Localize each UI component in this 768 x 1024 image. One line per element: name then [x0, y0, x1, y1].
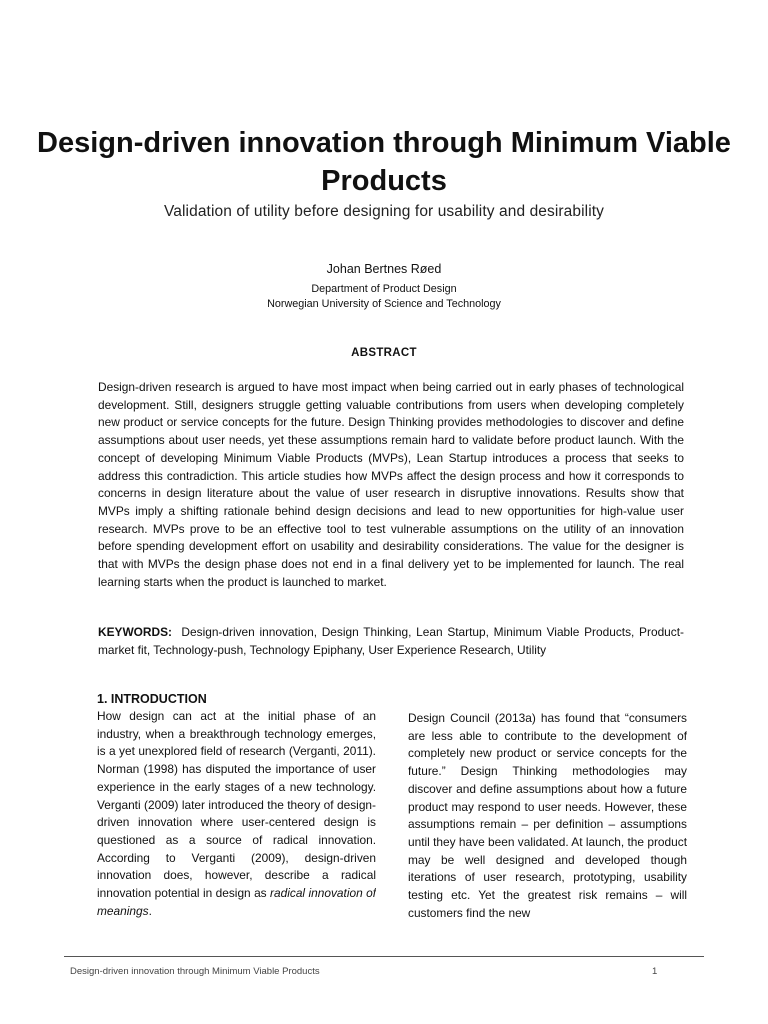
paper-title: Design-driven innovation through Minimum Viable Products	[37, 127, 731, 197]
keywords-list: Design-driven innovation, Design Thinking, Lean Startup, Minimum Viable Products, Product-market fit, Technology-push, Technology Epiphany, User Experience Research, Utility	[98, 625, 684, 657]
introduction-left-text: How design can act at the initial phase of an industry, when a breakthrough technology emerges, is a yet unexplored field of research (Verganti, 2011). Norman (1998) has disputed the importance of user experience in the early stages of a new technology. Verganti (2009) later introduced the theory of design-driven innovation where user-centered design is questioned as a source of radical innovation. According to Verganti (2009), design-driven innovation does, however, describe a radical innovation potential in design as	[97, 709, 376, 901]
keywords-label: KEYWORDS:	[98, 625, 172, 639]
introduction-right-text: Design Council (2013a) has found that “consumers are less able to contribute to the development of completely new product or service concepts for the future.” Design Thinking methodologies may discover and define assumptions about how a future product may respond to user needs. However, these assumptions remain – per definition – assumptions until they have been validated. At launch, the product may be well designed and developed though iterations of user research, prototyping, usability testing etc. Yet the greatest risk remains – will customers find the new	[408, 711, 687, 920]
author-university: Norwegian University of Science and Technology	[267, 298, 501, 310]
introduction-left-end: .	[148, 903, 152, 918]
paper-subtitle: Validation of utility before designing for usability and desirability	[164, 203, 604, 220]
introduction-right-column	[408, 708, 687, 938]
author-name: Johan Bertnes Røed	[326, 262, 442, 276]
abstract-heading: ABSTRACT	[351, 347, 417, 359]
footer-running-title: Design-driven innovation through Minimum Viable Products	[70, 966, 320, 977]
introduction-heading: 1. INTRODUCTION	[97, 692, 207, 706]
author-department: Department of Product Design	[311, 283, 457, 295]
abstract-body: Design-driven research is argued to have most impact when being carried out in early phases of technological development. Still, designers struggle getting valuable contributions from users when developing completely new product or service concepts for the future. Design Thinking provides methodologies to discover and define assumptions about user needs, yet these assumptions remain hard to validate before product launch. With the concept of developing Minimum Viable Products (MVPs), Lean Startup introduces a process that seeks to address this contradiction. This article studies how MVPs affect the design process and how it corresponds to concerns in design literature about the value of user research in disruptive innovations. Results show that MVPs imply a shifting rationale behind design decisions and lead to new opportunities for high-value user research. MVPs prove to be an effective tool to test vulnerable assumptions on the utility of an innovation before spending development effort on usability and desirability considerations. The value for the designer is that with MVPs the design phase does not end in a final delivery yet to be implemented for launch. The real learning starts when the product is launched to market.	[98, 380, 684, 589]
introduction-left-column	[97, 708, 376, 938]
footer-divider	[64, 956, 704, 957]
page-number: 1	[652, 966, 658, 977]
introduction-left-italic: radical innovation of meanings	[97, 886, 376, 918]
keywords-section	[98, 624, 684, 659]
